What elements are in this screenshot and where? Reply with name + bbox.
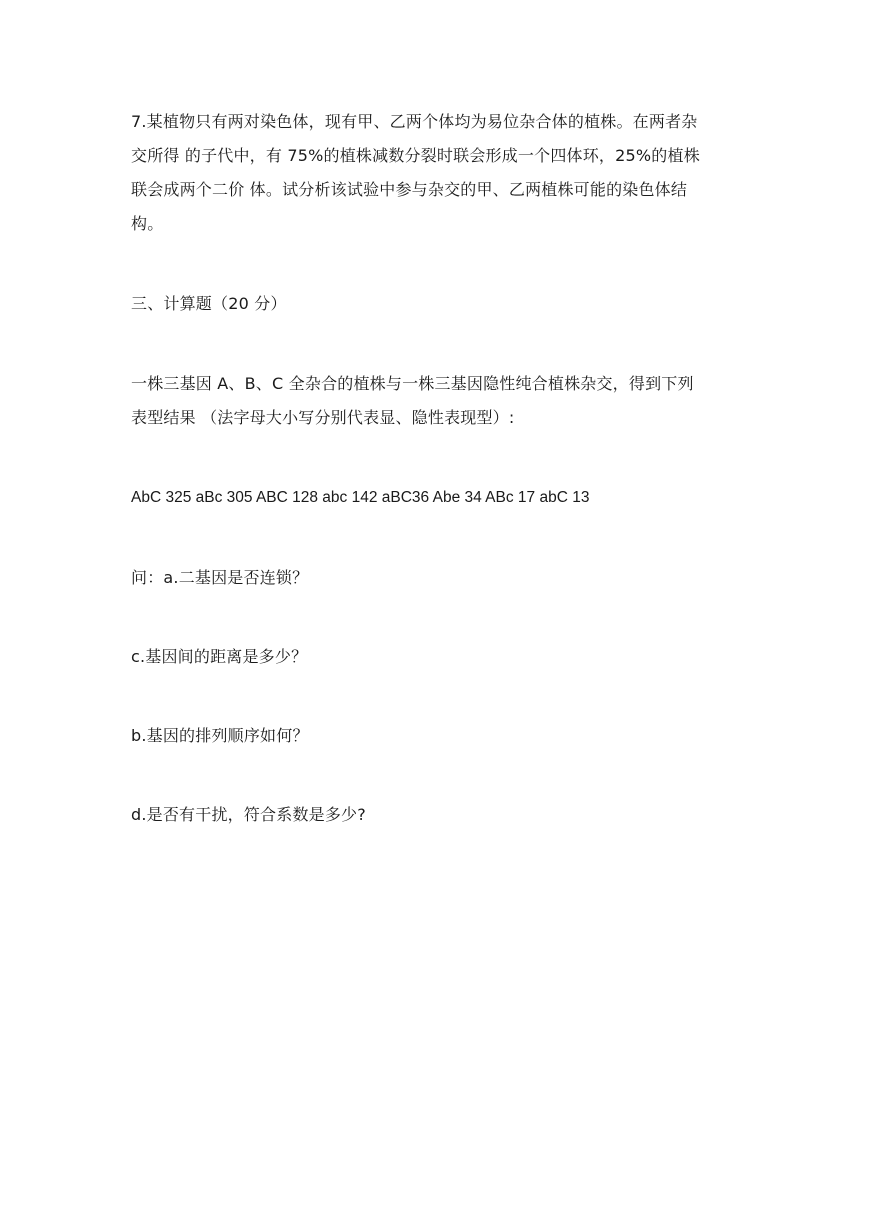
question-7-line-3: 联会成两个二价 体。试分析该试验中参与杂交的甲、乙两植株可能的染色体结 <box>131 180 688 199</box>
question-7-line-4: 构。 <box>131 214 164 233</box>
question-a <box>131 561 743 595</box>
phenotype-data-line: AbC 325 aBc 305 ABC 128 abc 142 aBC36 Abe 34 ABc 17 abC 13 <box>131 489 590 506</box>
question-c <box>131 640 743 674</box>
question-7-line-2: 交所得 的子代中，有 75%的植株减数分裂时联会形成一个四体环，25%的植株 <box>131 146 700 165</box>
question-b <box>131 719 743 753</box>
problem-intro-line-2: 表型结果 （法字母大小写分别代表显、隐性表现型）: <box>131 408 515 427</box>
question-b-text: b.基因的排列顺序如何？ <box>131 726 309 745</box>
question-a-text: 问：a.二基因是否连锁？ <box>131 568 309 587</box>
problem-intro <box>131 367 743 435</box>
phenotype-data <box>131 481 743 515</box>
section-3-heading <box>131 287 743 321</box>
question-7 <box>131 105 743 241</box>
question-7-line-1: 7.某植物只有两对染色体，现有甲、乙两个体均为易位杂合体的植株。在两者杂 <box>131 112 698 131</box>
question-d <box>131 798 743 832</box>
problem-intro-line-1: 一株三基因 A、B、C 全杂合的植株与一株三基因隐性纯合植株杂交，得到下列 <box>131 374 694 393</box>
section-3-heading-text: 三、计算题（20 分） <box>131 294 287 313</box>
question-c-text: c.基因间的距离是多少？ <box>131 647 308 666</box>
question-d-text: d.是否有干扰，符合系数是多少? <box>131 805 366 824</box>
